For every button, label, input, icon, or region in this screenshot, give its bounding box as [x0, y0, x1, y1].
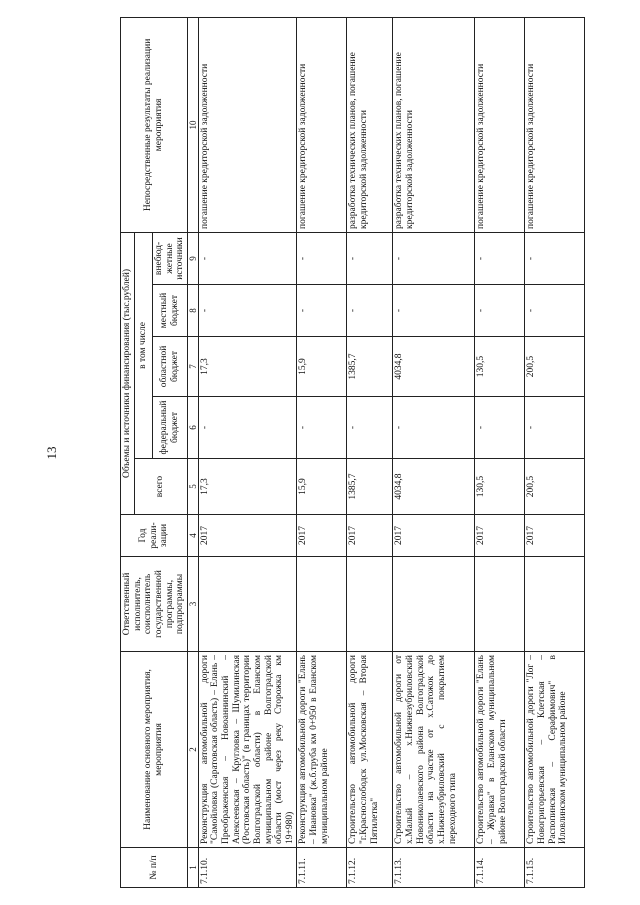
- row-year: 2017: [297, 515, 347, 557]
- row-year: 2017: [475, 515, 525, 557]
- row-number: 7.1.11.: [297, 848, 347, 888]
- header-local: местный бюджет: [152, 285, 187, 337]
- row-regional: 130,5: [475, 337, 525, 397]
- row-number: 7.1.12.: [347, 848, 393, 888]
- row-local: -: [198, 285, 297, 337]
- row-federal: -: [475, 397, 525, 459]
- row-extrabudget: -: [347, 232, 393, 284]
- header-extrabudget: внебюд-жетные источники: [152, 232, 187, 284]
- row-executor: [347, 557, 393, 652]
- header-funding: Объемы и источники финансирования (тыс.рублей): [121, 232, 135, 514]
- row-extrabudget: -: [525, 232, 585, 284]
- row-federal: -: [525, 397, 585, 459]
- row-result: разработка технических планов, погашение кредиторской задолженности: [347, 17, 393, 232]
- page-number: 13: [44, 446, 59, 460]
- row-number: 7.1.10.: [198, 848, 297, 888]
- column-index: 7: [187, 337, 198, 397]
- row-executor: [198, 557, 297, 652]
- row-local: -: [297, 285, 347, 337]
- header-executor: Ответственный исполнитель, соисполнитель государственной программы, подпрограммы: [121, 557, 188, 652]
- header-results: Непосредственные результаты реализации мероприятия: [121, 17, 188, 232]
- column-index-row: [187, 17, 198, 887]
- row-federal: -: [393, 397, 475, 459]
- row-local: -: [393, 285, 475, 337]
- row-total: 200,5: [525, 459, 585, 515]
- table-row: [525, 17, 585, 887]
- header-regional: областной бюджет: [152, 337, 187, 397]
- row-number: 7.1.15.: [525, 848, 585, 888]
- row-result: погашение кредиторской задолженности: [297, 17, 347, 232]
- funding-table: [120, 17, 585, 888]
- row-year: 2017: [525, 515, 585, 557]
- table-row: [198, 17, 297, 887]
- row-total: 15,9: [297, 459, 347, 515]
- row-total: 130,5: [475, 459, 525, 515]
- header-year: Год реали-зации: [121, 515, 188, 557]
- column-index: 6: [187, 397, 198, 459]
- rotated-table-container: [120, 18, 620, 888]
- row-local: -: [347, 285, 393, 337]
- row-total: 17,3: [198, 459, 297, 515]
- row-name: Строительство автомобильной дороги "Лог – Новогригорьевская – Клетская – Распопинская – Серафимович" в Иловлинском муниципальном районе: [525, 652, 585, 848]
- row-extrabudget: -: [297, 232, 347, 284]
- row-name: Строительство автомобильной дороги "г.Краснослободск ул.Московская – Вторая Пятилетка": [347, 652, 393, 848]
- row-executor: [393, 557, 475, 652]
- row-result: погашение кредиторской задолженности: [475, 17, 525, 232]
- row-local: -: [475, 285, 525, 337]
- row-total: 1385,7: [347, 459, 393, 515]
- row-regional: 1385,7: [347, 337, 393, 397]
- column-index: 4: [187, 515, 198, 557]
- header-no: № п/п: [121, 848, 188, 888]
- header-federal: федеральный бюджет: [152, 397, 187, 459]
- row-regional: 4034,8: [393, 337, 475, 397]
- row-executor: [525, 557, 585, 652]
- column-index: 8: [187, 285, 198, 337]
- row-name: Строительство автомобильной дороги "Елань – Журавка" в Еланском муниципальном районе Волгоградской области: [475, 652, 525, 848]
- header-total: всего: [134, 459, 187, 515]
- row-total: 4034,8: [393, 459, 475, 515]
- row-number: 7.1.13.: [393, 848, 475, 888]
- row-local: -: [525, 285, 585, 337]
- row-extrabudget: -: [475, 232, 525, 284]
- row-year: 2017: [347, 515, 393, 557]
- row-year: 2017: [393, 515, 475, 557]
- table-row: [393, 17, 475, 887]
- row-name: Реконструкция автомобильной дороги "Елань – Ивановка" (ж.б.труба км 0+950 в Еланском муниципальном районе: [297, 652, 347, 848]
- column-index: 2: [187, 652, 198, 848]
- table-row: [297, 17, 347, 887]
- row-federal: -: [347, 397, 393, 459]
- column-index: 5: [187, 459, 198, 515]
- row-regional: 17,3: [198, 337, 297, 397]
- row-result: погашение кредиторской задолженности: [198, 17, 297, 232]
- row-executor: [475, 557, 525, 652]
- row-regional: 200,5: [525, 337, 585, 397]
- header-name: Наименование основного мероприятия, мероприятия: [121, 652, 188, 848]
- column-index: 10: [187, 17, 198, 232]
- row-result: погашение кредиторской задолженности: [525, 17, 585, 232]
- column-index: 9: [187, 232, 198, 284]
- row-name: Реконструкция автомобильной дороги "Самойловка (Саратовская область) – Елань – Преображенская – Новоаннинский – Алексеевская – Кругловка – Шумилинская (Ростовская область)" (в границах территории Волгоградской области) в Еланском муниципальном районе Волгоградской области (мост через реку Сторожка км 19+980): [198, 652, 297, 848]
- row-regional: 15,9: [297, 337, 347, 397]
- header-including: в том числе: [134, 232, 152, 458]
- row-result: разработка технических планов, погашение кредиторской задолженности: [393, 17, 475, 232]
- column-index: 1: [187, 848, 198, 888]
- column-index: 3: [187, 557, 198, 652]
- row-executor: [297, 557, 347, 652]
- row-extrabudget: -: [393, 232, 475, 284]
- table-row: [347, 17, 393, 887]
- row-year: 2017: [198, 515, 297, 557]
- row-federal: -: [198, 397, 297, 459]
- row-federal: -: [297, 397, 347, 459]
- row-extrabudget: -: [198, 232, 297, 284]
- row-number: 7.1.14.: [475, 848, 525, 888]
- row-name: Строительство автомобильной дороги от х.Малый – х.Нижнезубриловский Новониколаевского района Волгоградской области на участке от х.Сатожок до х.Нижнезубриловский с покрытием переходного типа: [393, 652, 475, 848]
- table-row: [475, 17, 525, 887]
